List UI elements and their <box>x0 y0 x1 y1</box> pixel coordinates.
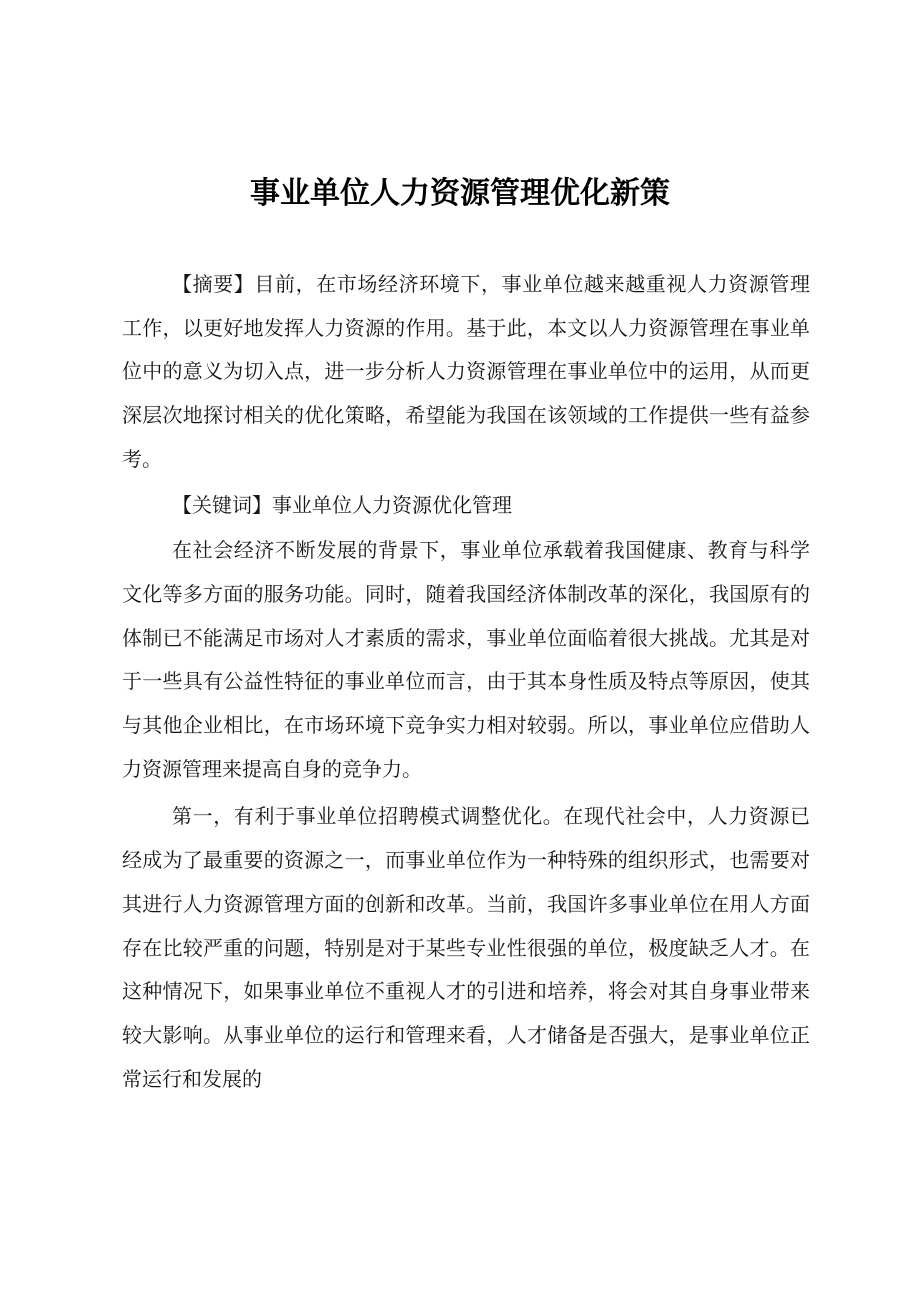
document-body <box>122 263 810 1101</box>
document-title: 事业单位人力资源管理优化新策 <box>250 176 670 211</box>
first-point-paragraph: 第一，有利于事业单位招聘模式调整优化。在现代社会中，人力资源已经成为了最重要的资源之一，而事业单位作为一种特殊的组织形式，也需要对其进行人力资源管理方面的创新和改革。当前，我国许多事业单位在用人方面存在比较严重的问题，特别是对于某些专业性很强的单位，极度缺乏人才。在这种情况下，如果事业单位不重视人才的引进和培养，将会对其自身事业带来较大影响。从事业单位的运行和管理来看，人才储备是否强大，是事业单位正常运行和发展的 <box>122 804 810 1091</box>
abstract-paragraph: 【摘要】目前，在市场经济环境下，事业单位越来越重视人力资源管理工作，以更好地发挥人力资源的作用。基于此，本文以人力资源管理在事业单位中的意义为切入点，进一步分析人力资源管理在事业单位中的运用，从而更深层次地探讨相关的优化策略，希望能为我国在该领域的工作提供一些有益参考。 <box>122 272 810 471</box>
keywords-paragraph: 【关键词】事业单位人力资源优化管理 <box>172 492 512 517</box>
intro-paragraph: 在社会经济不断发展的背景下，事业单位承载着我国健康、教育与科学文化等多方面的服务功能。同时，随着我国经济体制改革的深化，我国原有的体制已不能满足市场对人才素质的需求，事业单位面临着很大挑战。尤其是对于一些具有公益性特征的事业单位而言，由于其本身性质及特点等原因，使其与其他企业相比，在市场环境下竞争实力相对较弱。所以，事业单位应借助人力资源管理来提高自身的竞争力。 <box>122 538 810 781</box>
